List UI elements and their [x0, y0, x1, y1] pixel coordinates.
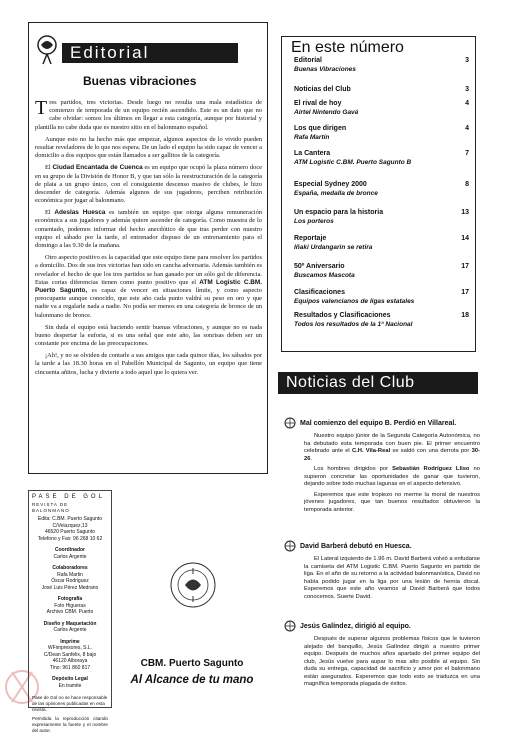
- toc-entry[interactable]: [294, 150, 469, 167]
- editorial-headline: Buenas vibraciones: [83, 74, 197, 88]
- toc-entry-title: El rival de hoy: [294, 100, 342, 107]
- news-headline-text: Jesús Galíndez, dirigió al equipo.: [300, 623, 411, 630]
- editorial-paragraph: Aunque esto no ha hecho más que empezar, algunos aspectos de lo vivido pueden resultar reveladores de lo que nos espera. De un lado el equipo ha sido capaz de vencer a domicilio a dos equipos que están llamados a ser gallitos de la categoría.: [35, 135, 262, 160]
- news-headline: [284, 623, 480, 630]
- editorial-paragraph: [35, 164, 262, 205]
- toc-entry-page: 18: [461, 312, 469, 319]
- score: 30-26: [304, 448, 480, 462]
- toc-entry-page: 7: [465, 150, 469, 157]
- news-body: [284, 433, 480, 514]
- toc-entry-subtitle: Los porteros: [294, 217, 334, 225]
- paragraph-text: Nuestro equipo júnior de la Segunda Categoría Autonómica, no ha debutado esta temporada con buen pie. El primer encuentro celebrado ante el: [304, 433, 480, 455]
- toc-entry-page: 14: [461, 235, 469, 242]
- toc-entry-title: La Cantera: [294, 150, 331, 157]
- news-body: [284, 556, 480, 601]
- paragraph-text: es un equipo que ocupó la plaza número doce en su grupo de la División de Honor B, y que tan sólo la reestructuración de la categoría de plata a un grupo único, con el consiguiente descenso masivo de clubes, le hizo descender de categoría. Además algunos de sus jugadores, perciben retribución económica por jugar al balonmano.: [35, 164, 262, 205]
- credit-line: Carlos Argente: [53, 627, 87, 634]
- news-paragraph: Esperemos que este tropiezo no merme la moral de nuestros jóvenes jugadores, que tan buenos resultados obtuvieron la temporada anterior.: [304, 491, 480, 513]
- toc-entry-title: 50º Aniversario: [294, 263, 345, 270]
- paragraph-text: El: [45, 209, 51, 217]
- paragraph-text: se saldó con una derrota por: [392, 448, 470, 455]
- toc-entry-title: Los que dirigen: [294, 125, 347, 132]
- toc-entry-page: 17: [461, 289, 469, 296]
- toc-title: En este número: [291, 39, 404, 56]
- credit-heading: Depósito Legal: [52, 676, 88, 683]
- editorial-frame: [28, 22, 268, 474]
- news-paragraph: Después de superar algunos problemas físicos que le tuvieron alejado del banquillo, Jesús Galíndez dirigió a nuestro primer equipo. Después de muchos años apartado del primer equipo del club, Jesús vuelve para aupar lo mas alto posible al equipo. Sin duda su entrega, capacidad de sacrificio y amor por el balonmano están asegurados. Esperemos que todo esto se traduzca en una magnífica temporada plagada de éxitos.: [304, 636, 480, 688]
- credit-line: Carlos Argente: [53, 553, 87, 560]
- paragraph-text: res partidos, tres victorias. Desde luego no resulta una mala estadística de comienzo de temporada de un equipo recién ascendido. Este es un dato que no cabe olvidar: somos los últimos en llegar a esta categoría, aunque por historial y plantilla no cabe duda que es nuestro sitio en el balonmano español.: [35, 99, 262, 131]
- editor-line: Edita: C.BM. Puerto Sagunto: [37, 516, 103, 523]
- toc-entry-page: 13: [461, 209, 469, 216]
- credit-line: Tlno: 961 860 817: [49, 664, 91, 671]
- team-name: Adeslas Huesca: [54, 209, 106, 217]
- table-of-contents: [281, 36, 476, 352]
- toc-entry-title: Resultados y Clasificaciones: [294, 312, 391, 319]
- news-paragraph: Nuestro equipo júnior de la Segunda Categoría Autonómica, no ha debutado esta temporada con buen pie. El primer encuentro celebrado ante el C.H. Vila-Real se saldó con una derrota por 30-26.: [304, 433, 480, 462]
- disclaimer: Pase de Gol no se hace responsable de las opiniones publicadas en esta revista.: [32, 695, 108, 713]
- news-paragraph: El Lateral izquierdo de 1.96 m. David Barberá volvió a enfudarse la camiseta del ATM Logistic C.BM. Puerto Sagunto en partido de liga. En el año de su retorno a la actividad balonmanística, David no había podido jugar en la liga por una lesión de hernia discal. Esperemos que este año veamos al David Barberá que todos conocemos. Suerte David.: [304, 556, 480, 600]
- credit-line: WFimpresores, S.L.: [47, 645, 93, 652]
- credit-line: José Luis Pérez Medrano: [41, 584, 99, 591]
- left-column: [28, 22, 268, 734]
- club-logo-icon: [35, 33, 59, 65]
- toc-entry-subtitle: ATM Logistic C.BM. Puerto Sagunto B: [294, 158, 412, 166]
- toc-entry-page: 17: [461, 263, 469, 270]
- news-headline: [284, 543, 480, 550]
- toc-entry[interactable]: [294, 86, 469, 95]
- news-headline: [284, 420, 480, 427]
- credit-heading: Fotografía: [57, 596, 83, 603]
- team-name: C.H. Vila-Real: [351, 448, 391, 455]
- club-motto: Al Alcance de tu mano: [130, 674, 254, 686]
- masthead-subtitle: REVISTA DE BALONMANO: [32, 501, 70, 513]
- toc-entry[interactable]: [294, 181, 469, 198]
- news-headline-text: Mal comienzo del equipo B. Perdió en Villareal.: [300, 420, 457, 427]
- toc-entry[interactable]: [294, 209, 469, 226]
- handball-icon: [284, 540, 296, 552]
- editor-line: C/Velazquez,13: [52, 522, 88, 529]
- editorial-paragraph: [35, 254, 262, 320]
- editorial-paragraph: ¡Ah!, y no se olviden de contarle a sus amigos que cada quince días, los sábados por la tarde a las 18.30 horas en el Pabellón Municipal de Sagunto, un equipo que tiene cincuenta añitos, lucha y divierte a todo aquel que lo quiera ver.: [35, 352, 262, 376]
- noticias-section-title: Noticias del Club: [278, 372, 478, 394]
- toc-entry-subtitle: Iñaki Urdangarin se retira: [294, 243, 373, 251]
- toc-entry-title: Un espacio para la historia: [294, 209, 384, 216]
- news-item: [284, 623, 480, 692]
- editorial-paragraph: [35, 209, 262, 250]
- toc-entry-page: 4: [465, 125, 469, 132]
- paragraph-text: Los hombres dirigidos por: [314, 466, 389, 473]
- reproduction-note: Permitida la reproducción citando expresamente la fuente y el nombre del autor.: [32, 716, 108, 734]
- toc-entry-page: 4: [465, 100, 469, 107]
- masthead-title: PASE DE GOL: [32, 494, 105, 500]
- toc-entry-subtitle: Airtel Nintendo Gavá: [294, 108, 359, 116]
- editorial-paragraph: [35, 99, 262, 132]
- toc-entry-title: Noticias del Club: [294, 86, 351, 93]
- drop-cap: T: [35, 97, 48, 119]
- credit-line: Óscar Rodriguez: [51, 578, 89, 585]
- editor-line: Telefono y Fax: 96 268 10 62: [37, 535, 103, 542]
- editorial-article: [35, 99, 262, 381]
- paragraph-text: no supieron concretar las oportunidades de ganar que tuvieron, dejando sobre todo muchas lagunas en el aspecto defensivo.: [304, 466, 480, 488]
- toc-entry-page: 3: [465, 57, 469, 64]
- toc-entry-subtitle: España, medalla de bronce: [294, 189, 378, 197]
- credit-line: Rafa Martin: [57, 571, 83, 578]
- toc-entry[interactable]: [294, 235, 469, 252]
- editorial-section-title: Editorial: [62, 43, 238, 63]
- team-name: ATM Logistic C.BM. Puerto Sagunto,: [35, 278, 262, 294]
- credit-line: Foto Higueras: [54, 602, 86, 609]
- news-item: [284, 543, 480, 604]
- toc-entry[interactable]: [294, 312, 469, 329]
- coach-name: Sebastián Rodríguez Lliso: [392, 466, 470, 473]
- toc-entry[interactable]: [294, 289, 469, 306]
- handball-icon: [284, 620, 296, 632]
- toc-entry[interactable]: [294, 57, 469, 74]
- toc-entry[interactable]: [294, 263, 469, 280]
- toc-entry[interactable]: [294, 125, 469, 142]
- paragraph-text: El: [45, 164, 51, 172]
- credit-heading: Colaboradores: [52, 565, 88, 572]
- toc-entry-title: Editorial: [294, 57, 323, 64]
- handball-icon: [284, 417, 296, 429]
- toc-entry-subtitle: Todos los resultados de la 1ª Nacional: [294, 320, 413, 328]
- toc-entry-subtitle: Buenas Vibraciones: [294, 65, 356, 73]
- club-name: CBM. Puerto Sagunto: [140, 658, 244, 669]
- club-block: [116, 490, 268, 708]
- credit-heading: Diseño y Maquetación: [43, 620, 97, 627]
- toc-entry-page: 8: [465, 181, 469, 188]
- toc-entry-page: 3: [465, 86, 469, 93]
- toc-entry-subtitle: Rafa Martín: [294, 133, 330, 141]
- credit-heading: Imprime: [60, 638, 80, 645]
- toc-entry-title: Clasificaciones: [294, 289, 345, 296]
- team-name: Ciudad Encantada de Cuenca: [52, 164, 143, 172]
- editorial-paragraph: Sin duda el equipo está haciendo sentir buenas vibraciones, y aunque no es nada bueno despertar la euforia, si es una señal que este año, las sonrisas deben ser un constante por encima de las preocupaciones.: [35, 323, 262, 348]
- paragraph-text: es capaz de vencer en situaciones límite, y como aspecto preocupante aunque conocido, que este año cada punto valdrá su peso en oro y que nadie va a regalarle nada a nadie. No podía ser menos en una categoría de bronce de un balonmano de bronce.: [35, 286, 262, 319]
- news-headline-text: David Barberá debutó en Huesca.: [300, 543, 412, 550]
- credit-line: Archivo CBM. Puerto: [46, 609, 94, 616]
- editor-line: 46520 Puerto Sagunto: [44, 529, 96, 536]
- credit-heading: Coordinador: [55, 547, 85, 554]
- credit-line: C/Dean Sanfelix, 8 bajo: [43, 651, 97, 658]
- credit-line: En tramite: [58, 682, 82, 689]
- toc-entry[interactable]: [294, 100, 469, 117]
- toc-entry-subtitle: Buscamos Mascota: [294, 271, 355, 279]
- paragraph-text: es también un equipo que otorga alguna remuneración económica a sus jugadores y además quiere ascender de categoría. Como muestra de lo comentado, podemos informar del hecho anecdótico de que tras perder con nuestro equipo el sábado por la tarde, el entrenador dispuso de un entrenamiento para el domingo a las 9.30 de la mañana.: [35, 209, 262, 249]
- paragraph-text: Otro aspecto positivo es la capacidad que este equipo tiene para resolver los partidos a domicilio. Dos de sus tres victorias han sido en cancha adversaria. Además también es revelador el hecho de que los tres partidos se han ganado por un sólo gol de diferencia. Estas cortas diferencias tienen como punto positivo que el: [35, 254, 262, 286]
- toc-entry-subtitle: Equipos valencianos de ligas estatales: [294, 297, 415, 305]
- masthead: [28, 490, 112, 734]
- toc-entry-title: Reportaje: [294, 235, 327, 242]
- club-emblem-icon: [168, 560, 218, 610]
- news-body: [284, 636, 480, 689]
- news-item: [284, 420, 480, 517]
- credit-line: 46120 Alboraya: [52, 658, 88, 665]
- news-paragraph: [304, 466, 480, 489]
- toc-entry-title: Especial Sydney 2000: [294, 181, 367, 188]
